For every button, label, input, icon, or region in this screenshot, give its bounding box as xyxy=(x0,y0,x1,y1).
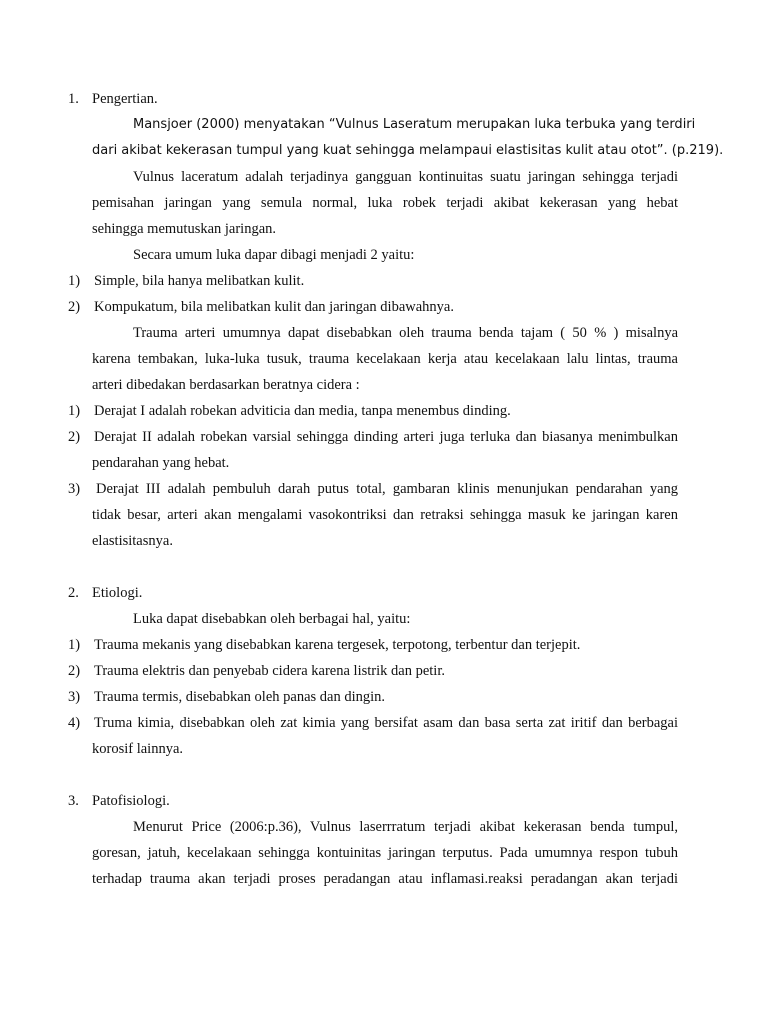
paragraph-line: Luka dapat disebabkan oleh berbagai hal, yaitu: xyxy=(133,611,411,627)
list-item: Simple, bila hanya melibatkan kulit. xyxy=(94,273,305,289)
list-number: 1) xyxy=(68,273,81,289)
paragraph-line: Vulnus laceratum adalah terjadinya gangguan kontinuitas suatu jaringan sehingga terjadi xyxy=(133,169,678,185)
list-item: Kompukatum, bila melibatkan kulit dan jaringan dibawahnya. xyxy=(94,299,454,315)
paragraph-line: dari akibat kekerasan tumpul yang kuat sehingga melampaui elastisitas kulit atau otot”. (p.219). xyxy=(92,143,724,158)
list-number: 2) xyxy=(68,429,81,445)
paragraph-line: pemisahan jaringan yang semula normal, luka robek terjadi akibat kekerasan yang hebat xyxy=(92,195,678,211)
list-item: Derajat II adalah robekan varsial sehingga dinding arteri juga terluka dan biasanya menimbulkan xyxy=(94,429,678,445)
paragraph-line: Mansjoer (2000) menyatakan “Vulnus Laseratum merupakan luka terbuka yang terdiri xyxy=(133,117,696,132)
list-number: 2) xyxy=(68,663,81,679)
list-item-continuation: tidak besar, arteri akan mengalami vasokontriksi dan retraksi sehingga masuk ke jaringan karen xyxy=(92,507,678,523)
list-item: Trauma mekanis yang disebabkan karena tergesek, terpotong, terbentur dan terjepit. xyxy=(94,637,581,653)
list-number: 2) xyxy=(68,299,81,315)
list-item: Trauma termis, disebabkan oleh panas dan dingin. xyxy=(94,689,386,705)
section-heading: Etiologi. xyxy=(92,585,143,601)
list-item-continuation: korosif lainnya. xyxy=(92,741,184,757)
list-number: 1) xyxy=(68,403,81,419)
section-number: 2. xyxy=(68,585,79,601)
section-number: 3. xyxy=(68,793,79,809)
list-item: Derajat I adalah robekan adviticia dan media, tanpa menembus dinding. xyxy=(94,403,511,419)
paragraph-line: goresan, jatuh, kecelakaan sehingga kontuinitas jaringan terputus. Pada umumnya respon tubuh xyxy=(92,845,678,861)
list-number: 4) xyxy=(68,715,81,731)
paragraph-line: sehingga memutuskan jaringan. xyxy=(92,221,277,237)
section-number: 1. xyxy=(68,91,79,107)
section-heading: Pengertian. xyxy=(92,91,158,107)
list-item: Trauma elektris dan penyebab cidera karena listrik dan petir. xyxy=(94,663,445,679)
list-item: Truma kimia, disebabkan oleh zat kimia yang bersifat asam dan basa serta zat iritif dan berbagai xyxy=(94,715,678,731)
list-item-continuation: elastisitasnya. xyxy=(92,533,173,549)
list-number: 3) xyxy=(68,481,81,497)
paragraph-line: arteri dibedakan berdasarkan beratnya cidera : xyxy=(92,377,360,393)
paragraph-line: Secara umum luka dapar dibagi menjadi 2 yaitu: xyxy=(133,247,415,263)
paragraph-line: Menurut Price (2006:p.36), Vulnus laserrratum terjadi akibat kekerasan benda tumpul, xyxy=(133,819,678,835)
list-number: 1) xyxy=(68,637,81,653)
section-heading: Patofisiologi. xyxy=(92,793,170,809)
paragraph-line: Trauma arteri umumnya dapat disebabkan oleh trauma benda tajam ( 50 % ) misalnya xyxy=(133,325,678,341)
list-item-continuation: pendarahan yang hebat. xyxy=(92,455,230,471)
paragraph-line: karena tembakan, luka-luka tusuk, trauma kecelakaan kerja atau kecelakaan lalu lintas, trauma xyxy=(92,351,678,367)
list-number: 3) xyxy=(68,689,81,705)
list-item: Derajat III adalah pembuluh darah putus total, gambaran klinis menunjukan pendarahan yang xyxy=(96,481,678,497)
paragraph-line: terhadap trauma akan terjadi proses peradangan atau inflamasi.reaksi peradangan akan terjadi xyxy=(92,871,678,887)
